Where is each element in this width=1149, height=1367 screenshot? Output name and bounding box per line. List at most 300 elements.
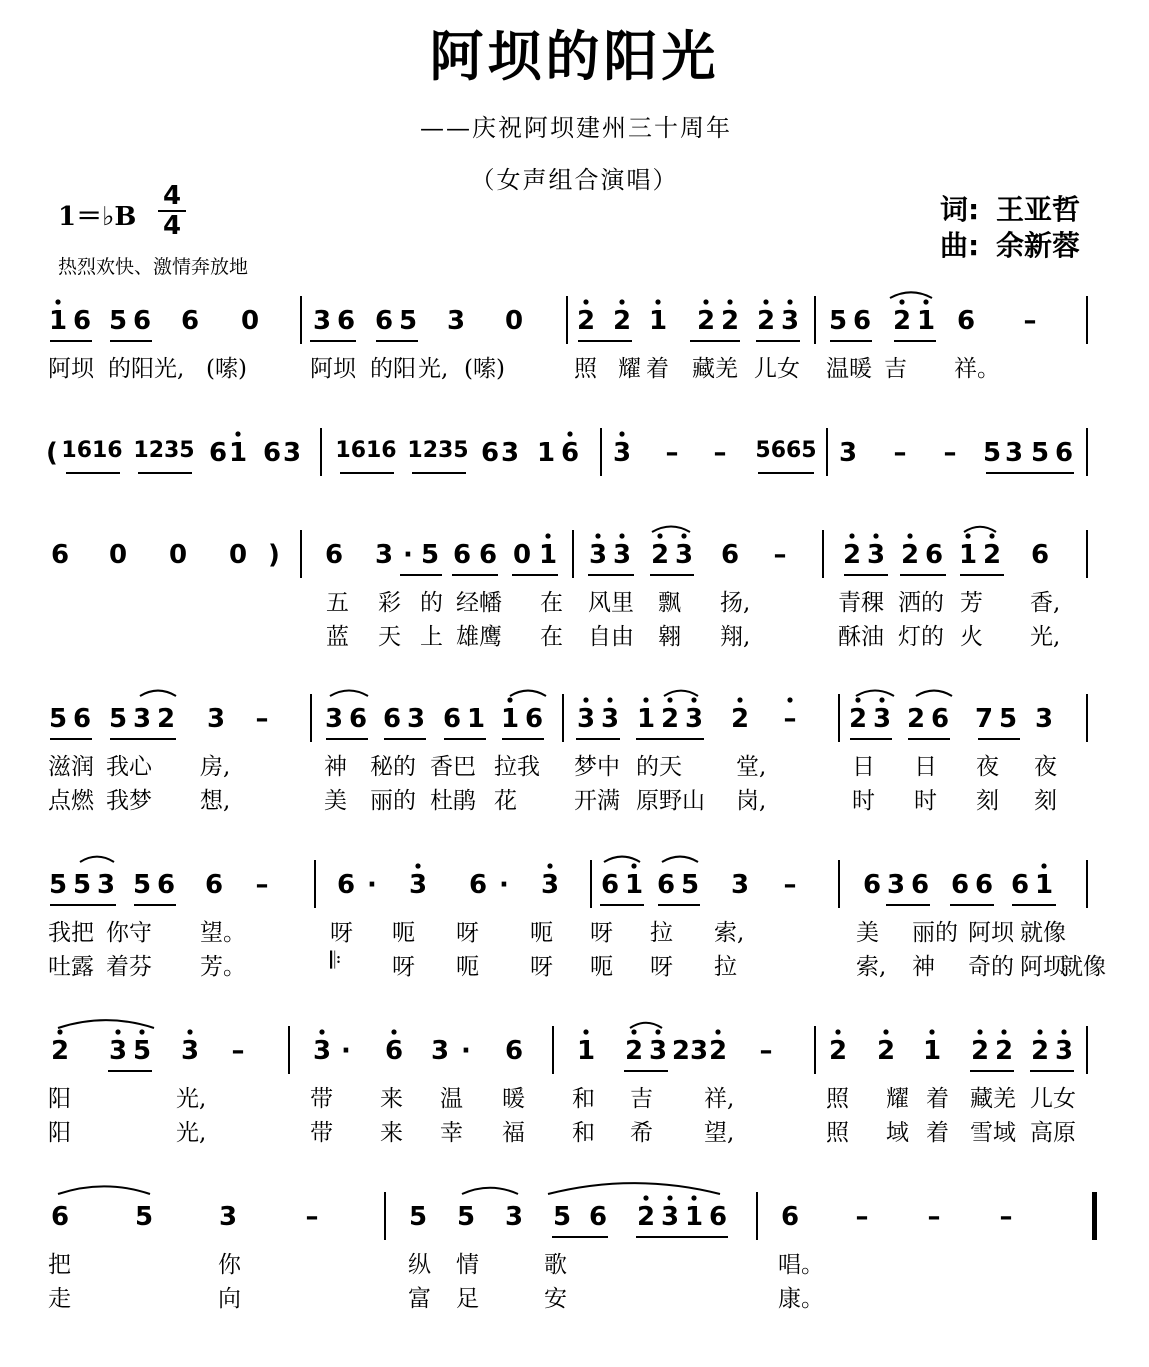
beam-underline <box>66 472 120 474</box>
barline <box>590 860 592 908</box>
note: 2 <box>730 704 750 734</box>
lyricist-name: 王亚哲 <box>996 193 1081 226</box>
note: 5 <box>680 870 700 900</box>
note: 2 <box>900 540 920 570</box>
lyric-word: 着 <box>926 1086 949 1112</box>
lyric-word: 带 <box>310 1120 333 1146</box>
beam-underline <box>850 738 892 740</box>
note: 1 <box>624 870 644 900</box>
beam-underline <box>658 904 700 906</box>
lyric-word: 温暖 <box>826 356 872 382</box>
final-barline <box>1092 1192 1097 1240</box>
note: 1 <box>958 540 978 570</box>
key-signature: 1＝♭B <box>58 202 137 232</box>
note: 3 <box>312 1036 332 1066</box>
lyric-word: 的阳 <box>108 356 154 382</box>
note: 5 <box>72 870 92 900</box>
lyric-word: 奇的 <box>968 954 1014 980</box>
lyric-word: 美 <box>324 788 347 814</box>
lyric-word: 光, <box>176 1086 207 1112</box>
note: 6 <box>560 438 580 468</box>
note: 6 <box>336 870 356 900</box>
note: 2 <box>994 1036 1014 1066</box>
beam-underline <box>340 472 394 474</box>
note: 6 <box>708 1202 728 1232</box>
note: 6 <box>324 540 344 570</box>
note: 23 <box>671 1036 709 1066</box>
lyric-word: 和 <box>572 1086 595 1112</box>
lyric-word: 雪域 <box>970 1120 1016 1146</box>
note: 6 <box>930 704 950 734</box>
note: 2 <box>660 704 680 734</box>
lyric-word: 雄鹰 <box>456 624 502 650</box>
note: 6 <box>452 540 472 570</box>
beam-underline <box>50 904 116 906</box>
note: 5 <box>398 306 418 336</box>
lyric-line-6-2 <box>46 1114 1106 1146</box>
lyric-line-7-1 <box>46 1246 1106 1278</box>
composer-label: 曲: <box>940 229 980 262</box>
lyric-word: 歌 <box>544 1252 567 1278</box>
note: 1 <box>500 704 520 734</box>
lyric-word: 芳。 <box>200 954 246 980</box>
beam-underline <box>412 472 466 474</box>
note: 3 <box>648 1036 668 1066</box>
note: 6 <box>132 306 152 336</box>
lyric-word: 夜 <box>976 754 999 780</box>
performance-note: （女声组合演唱） <box>470 166 679 194</box>
lyric-word: 阿坝 <box>48 356 94 382</box>
lyric-word: 飘 <box>658 590 681 616</box>
note: · <box>403 540 413 570</box>
barline <box>310 694 312 742</box>
note: 6 <box>374 306 394 336</box>
lyric-word: 呀 <box>650 954 673 980</box>
note: 6 <box>50 540 70 570</box>
lyric-word: (嗦) <box>464 356 505 382</box>
note: – <box>305 1202 319 1232</box>
note: 2 <box>636 1202 656 1232</box>
barline <box>822 530 824 578</box>
note: 6 <box>348 704 368 734</box>
beam-underline <box>950 904 994 906</box>
note: 6 <box>442 704 462 734</box>
lyric-word: 阿坝 <box>310 356 356 382</box>
lyric-word: 我把 <box>48 920 94 946</box>
note: 3 <box>1054 1036 1074 1066</box>
lyric-word: 安 <box>544 1286 567 1312</box>
lyric-word: 耀 <box>886 1086 909 1112</box>
beam-underline <box>624 1070 668 1072</box>
lyric-word: 原野山 <box>636 788 705 814</box>
lyric-word: 纵 <box>408 1252 431 1278</box>
note: 3 <box>500 438 520 468</box>
lyric-word: 照 <box>574 356 597 382</box>
lyric-word: 吐露 <box>48 954 94 980</box>
beam-underline <box>502 738 544 740</box>
lyric-word: 天 <box>378 624 401 650</box>
lyric-word: 祥, <box>704 1086 735 1112</box>
composer-name: 余新蓉 <box>996 229 1081 262</box>
lyric-word: 香, <box>1030 590 1061 616</box>
note: 6 <box>504 1036 524 1066</box>
note: 2 <box>848 704 868 734</box>
lyric-word: 望, <box>704 1120 735 1146</box>
note: – <box>231 1036 245 1066</box>
barline <box>314 860 316 908</box>
note: 3 <box>612 438 632 468</box>
barline <box>1086 694 1088 742</box>
lyric-word: 洒的 <box>898 590 944 616</box>
note: 3 <box>612 540 632 570</box>
note: 3 <box>108 1036 128 1066</box>
note: 5 <box>456 1202 476 1232</box>
note: 3 <box>406 704 426 734</box>
lyric-word: 芳 <box>960 590 983 616</box>
note: 6 <box>1010 870 1030 900</box>
lyric-word: 拉我 <box>494 754 540 780</box>
beam-underline <box>900 574 946 576</box>
note: · <box>499 870 509 900</box>
beam-underline <box>690 340 740 342</box>
note: 6 <box>600 870 620 900</box>
note: 2 <box>156 704 176 734</box>
note: 2 <box>828 1036 848 1066</box>
lyric-line-3-2 <box>46 618 1106 650</box>
lyric-word: 呃 <box>456 954 479 980</box>
note: 6 <box>956 306 976 336</box>
lyric-word: 阿坝 <box>968 920 1014 946</box>
note: – <box>893 438 907 468</box>
barline <box>320 428 322 476</box>
note: 2 <box>696 306 716 336</box>
lyric-word: 来 <box>380 1120 403 1146</box>
lyric-word: 耀 <box>618 356 641 382</box>
lyric-word: 富 <box>408 1286 431 1312</box>
note: 6 <box>478 540 498 570</box>
note: 3 <box>780 306 800 336</box>
song-title: 阿坝的阳光 <box>429 24 720 88</box>
lyric-word: 𝄆 <box>330 948 342 974</box>
lyric-word: 时 <box>914 788 937 814</box>
note: 6 <box>50 1202 70 1232</box>
lyric-word: 幸 <box>440 1120 463 1146</box>
lyric-word: 堂, <box>736 754 767 780</box>
note: 3 <box>206 704 226 734</box>
note: 6 <box>180 306 200 336</box>
music-system-7 <box>46 1192 1106 1252</box>
lyric-word: 吉 <box>884 356 907 382</box>
note: 2 <box>842 540 862 570</box>
lyric-word: 呀 <box>456 920 479 946</box>
note: – <box>783 704 797 734</box>
note: – <box>1023 306 1037 336</box>
note: 6 <box>656 870 676 900</box>
lyric-word: 带 <box>310 1086 333 1112</box>
note: 5 <box>132 870 152 900</box>
beam-underline <box>600 904 644 906</box>
lyric-word: 扬, <box>720 590 751 616</box>
lyric-word: 杜鹃 <box>430 788 476 814</box>
lyric-word: 我心 <box>106 754 152 780</box>
note: 3 <box>504 1202 524 1232</box>
lyric-line-5-2 <box>46 948 1106 980</box>
beam-underline <box>1012 904 1056 906</box>
lyric-word: 来 <box>380 1086 403 1112</box>
note: 6 <box>852 306 872 336</box>
lyric-word: 刻 <box>1034 788 1057 814</box>
note: 2 <box>906 704 926 734</box>
note: 3 <box>866 540 886 570</box>
beam-underline <box>110 340 152 342</box>
note: · <box>341 1036 351 1066</box>
lyric-word: 着芬 <box>106 954 152 980</box>
beam-underline <box>400 574 442 576</box>
lyric-word: 呃 <box>530 920 553 946</box>
note: 1 <box>1034 870 1054 900</box>
lyric-word: 暖 <box>502 1086 525 1112</box>
lyric-word: 呃 <box>590 954 613 980</box>
note: 6 <box>524 704 544 734</box>
lyric-word: 点燃 <box>48 788 94 814</box>
lyric-word: 你 <box>218 1252 241 1278</box>
note: 3 <box>872 704 892 734</box>
beam-underline <box>376 340 418 342</box>
tempo-marking: 热烈欢快、激情奔放地 <box>58 256 249 278</box>
lyric-word: 的 <box>420 590 443 616</box>
note: 3 <box>408 870 428 900</box>
beam-underline <box>50 738 92 740</box>
note: · <box>461 1036 471 1066</box>
note: 1 <box>636 704 656 734</box>
note: 3 <box>886 870 906 900</box>
note: 1 <box>538 540 558 570</box>
note: 3 <box>430 1036 450 1066</box>
note: 5 <box>1030 438 1050 468</box>
beam-underline <box>960 574 1004 576</box>
note: 3 <box>660 1202 680 1232</box>
barline <box>566 296 568 344</box>
beam-underline <box>650 574 694 576</box>
note: · <box>367 870 377 900</box>
note: 3 <box>96 870 116 900</box>
note: 5 <box>134 1202 154 1232</box>
note: – <box>783 870 797 900</box>
barline <box>814 1026 816 1074</box>
lyric-word: 蓝 <box>326 624 349 650</box>
time-signature <box>158 182 186 240</box>
beam-underline <box>50 340 92 342</box>
note: 6 <box>480 438 500 468</box>
barline <box>300 296 302 344</box>
note: 0 <box>228 540 248 570</box>
lyric-word: 走 <box>48 1286 71 1312</box>
barline <box>572 530 574 578</box>
beam-underline <box>844 574 888 576</box>
lyric-word: 神 <box>324 754 347 780</box>
lyric-word: 拉 <box>650 920 673 946</box>
note: 5 <box>108 704 128 734</box>
note: 6 <box>204 870 224 900</box>
note: 3 <box>540 870 560 900</box>
beam-underline <box>1030 1070 1074 1072</box>
lyric-word: 藏羌 <box>692 356 738 382</box>
lyric-word: 房, <box>200 754 231 780</box>
note: 3 <box>1034 704 1054 734</box>
lyric-word: 想, <box>200 788 231 814</box>
lyric-word: 就像 <box>1020 920 1066 946</box>
note: 2 <box>970 1036 990 1066</box>
lyric-word: 青稞 <box>838 590 884 616</box>
note: 2 <box>50 1036 70 1066</box>
lyric-word: 着 <box>646 356 669 382</box>
lyric-line-6-1 <box>46 1080 1106 1112</box>
note: – <box>255 870 269 900</box>
note: 1616 <box>61 438 123 463</box>
beam-underline <box>310 340 356 342</box>
lyric-word: 呃 <box>392 920 415 946</box>
lyric-word: 花 <box>494 788 517 814</box>
barline <box>300 530 302 578</box>
note: 6 <box>950 870 970 900</box>
beam-underline <box>756 340 800 342</box>
note: – <box>999 1202 1013 1232</box>
lyric-line-4-1 <box>46 748 1106 780</box>
lyric-word: 神 <box>912 954 935 980</box>
note: ) <box>268 540 280 570</box>
note: 6 <box>720 540 740 570</box>
note: 3 <box>600 704 620 734</box>
beam-underline <box>326 738 368 740</box>
note: 1 <box>466 704 486 734</box>
lyric-word: 儿女 <box>1030 1086 1076 1112</box>
beam-underline <box>452 574 498 576</box>
lyric-word: 翱 <box>658 624 681 650</box>
note: 6 <box>910 870 930 900</box>
beam-underline <box>894 340 936 342</box>
lyric-word: 我梦 <box>106 788 152 814</box>
note: 1 <box>648 306 668 336</box>
lyric-line-3-1 <box>46 584 1106 616</box>
note: 3 <box>446 306 466 336</box>
lyric-word: 梦中 <box>574 754 620 780</box>
barline <box>288 1026 290 1074</box>
note: 6 <box>336 306 356 336</box>
note: 5 <box>48 704 68 734</box>
note: 7 <box>974 704 994 734</box>
lyricist-label: 词: <box>940 193 980 226</box>
note: – <box>773 540 787 570</box>
note: 5 <box>982 438 1002 468</box>
note: 0 <box>512 540 532 570</box>
note: 0 <box>240 306 260 336</box>
lyric-word: 五 <box>326 590 349 616</box>
note: 6 <box>262 438 282 468</box>
lyric-word: 开满 <box>574 788 620 814</box>
note: 6 <box>1054 438 1074 468</box>
note: 2 <box>1030 1036 1050 1066</box>
lyric-line-5-1 <box>46 914 1106 946</box>
lyric-word: 上 <box>420 624 443 650</box>
lyric-word: 域 <box>886 1120 909 1146</box>
beam-underline <box>110 738 176 740</box>
note: 6 <box>862 870 882 900</box>
note: 5 <box>828 306 848 336</box>
music-system-4 <box>46 694 1106 754</box>
lyric-word: 希 <box>630 1120 653 1146</box>
lyric-line-1-1 <box>46 350 1106 382</box>
lyric-line-4-2 <box>46 782 1106 814</box>
note: 2 <box>624 1036 644 1066</box>
barline <box>562 694 564 742</box>
note: 2 <box>720 306 740 336</box>
barline <box>756 1192 758 1240</box>
lyric-word: 的天 <box>636 754 682 780</box>
lyric-word: 岗, <box>736 788 767 814</box>
note: 6 <box>588 1202 608 1232</box>
lyric-word: 向 <box>218 1286 241 1312</box>
note: 3 <box>674 540 694 570</box>
note: 3 <box>374 540 394 570</box>
beam-underline <box>970 1070 1014 1072</box>
note: ( <box>46 438 58 468</box>
lyric-word: 时 <box>852 788 875 814</box>
lyric-word: 高原 <box>1030 1120 1076 1146</box>
note: 1235 <box>133 438 195 463</box>
note: 6 <box>780 1202 800 1232</box>
note: 6 <box>208 438 228 468</box>
lyric-word: 藏羌 <box>970 1086 1016 1112</box>
lyric-word: 就像 <box>1060 954 1106 980</box>
lyric-word: 火 <box>960 624 983 650</box>
note: 2 <box>576 306 596 336</box>
note: – <box>665 438 679 468</box>
beam-underline <box>758 472 814 474</box>
note: 1 <box>228 438 248 468</box>
lyric-line-7-2 <box>46 1280 1106 1312</box>
note: 2 <box>876 1036 896 1066</box>
note: 2 <box>650 540 670 570</box>
song-subtitle: ——庆祝阿坝建州三十周年 <box>420 114 732 142</box>
note: 6 <box>72 704 92 734</box>
note: 3 <box>218 1202 238 1232</box>
lyric-word: 福 <box>502 1120 525 1146</box>
note: 6 <box>382 704 402 734</box>
beam-underline <box>138 472 192 474</box>
lyric-word: (嗦) <box>206 356 247 382</box>
lyric-word: 滋润 <box>48 754 94 780</box>
note: 5 <box>998 704 1018 734</box>
note: 3 <box>838 438 858 468</box>
lyric-word: 温 <box>440 1086 463 1112</box>
lyric-word: 光, <box>1030 624 1061 650</box>
lyric-word: 阳 <box>48 1120 71 1146</box>
lyric-word: 你守 <box>106 920 152 946</box>
lyric-word: 阿坝 <box>1020 954 1066 980</box>
beam-underline <box>578 340 632 342</box>
barline <box>1086 860 1088 908</box>
note: 2 <box>982 540 1002 570</box>
lyric-word: 吉 <box>630 1086 653 1112</box>
lyric-word: 拉 <box>714 954 737 980</box>
beam-underline <box>830 340 872 342</box>
note: 2 <box>892 306 912 336</box>
lyric-word: 在 <box>540 590 563 616</box>
lyric-word: 儿女 <box>754 356 800 382</box>
lyric-word: 足 <box>456 1286 479 1312</box>
time-signature-bottom: 4 <box>158 210 186 240</box>
music-system-3 <box>46 530 1106 590</box>
